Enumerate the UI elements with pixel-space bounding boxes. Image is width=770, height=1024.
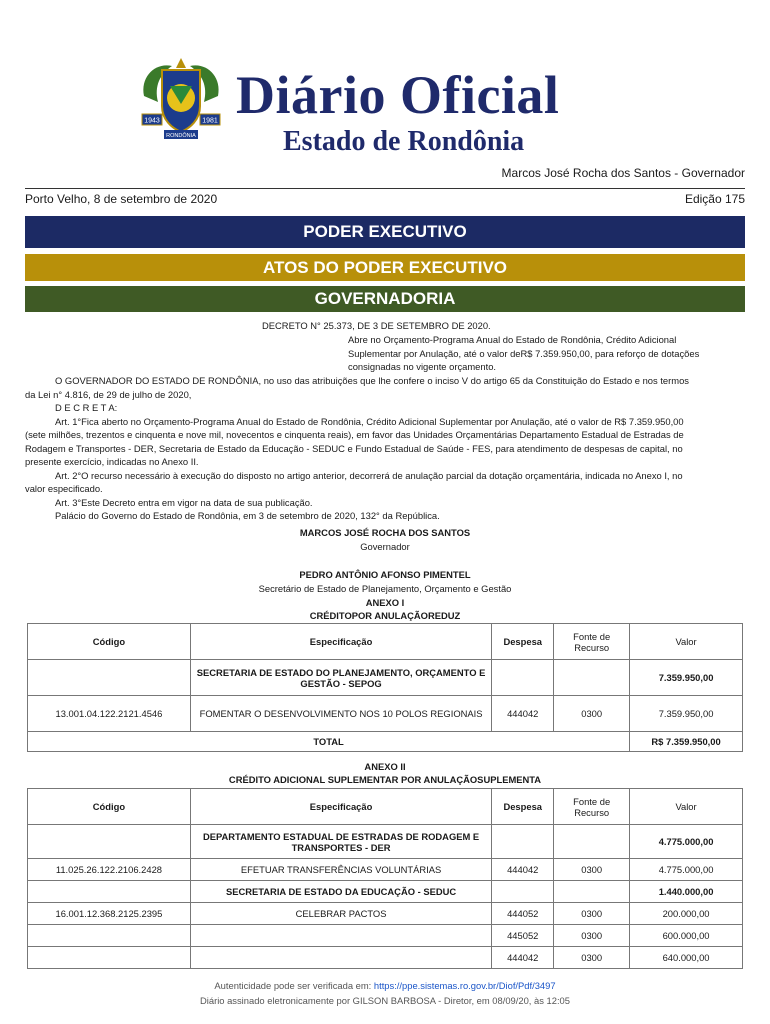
cell: 0300 [554, 859, 630, 881]
anexo1-subtitle: CRÉDITOPOR ANULAÇÃOREDUZ [309, 610, 461, 621]
anexo2-table [27, 788, 743, 969]
cell: 1.440.000,00 [630, 881, 743, 903]
cell: 4.775.000,00 [630, 859, 743, 881]
cell [492, 660, 554, 696]
anexo2-title: ANEXO II [364, 761, 406, 772]
masthead [0, 48, 770, 168]
cell: 444042 [492, 859, 554, 881]
table-row [28, 859, 743, 881]
crest-year-right: 1981 [202, 117, 218, 125]
section-band-governadoria: GOVERNADORIA [25, 286, 745, 312]
cell [28, 881, 191, 903]
decree-title: DECRETO N° 25.373, DE 3 DE SETEMBRO DE 2020. [262, 320, 491, 331]
art2-line: valor especificado. [25, 483, 103, 494]
art1-line: presente exercício, indicadas no Anexo II. [25, 456, 199, 467]
table-header-row [28, 789, 743, 825]
anexo1-title: ANEXO I [365, 597, 405, 608]
col-header: Código [28, 789, 191, 825]
table-row [28, 660, 743, 696]
col-header: Valor [630, 624, 743, 660]
art1-line: Art. 1°Fica aberto no Orçamento-Programa Anual do Estado de Rondônia, Crédito Adicional Suplementar por Anulação, até o valor de R$ 7.359.950,00 [55, 415, 684, 427]
table-row [28, 825, 743, 859]
col-header: Fonte de Recurso [554, 624, 630, 660]
authenticity-link[interactable]: https://ppe.sistemas.ro.gov.br/Diof/Pdf/3497 [373, 980, 556, 991]
table-row [28, 925, 743, 947]
col-header: Especificação [190, 624, 491, 660]
cell: SECRETARIA DE ESTADO DA EDUCAÇÃO - SEDUC [190, 881, 491, 903]
cell: 200.000,00 [630, 903, 743, 925]
footer-authenticity [0, 980, 770, 991]
col-header: Especificação [190, 789, 491, 825]
cell [190, 925, 491, 947]
edition-number: Edição 175 [684, 192, 745, 206]
signature-secretary-name: PEDRO ANTÔNIO AFONSO PIMENTEL [299, 569, 471, 580]
preamble-line: da Lei n° 4.816, de 29 de julho de 2020, [25, 388, 192, 400]
governor-line: Marcos José Rocha dos Santos - Governador [501, 166, 745, 180]
signature-governor-role: Governador [360, 541, 410, 552]
cell: 445052 [492, 925, 554, 947]
table-row [28, 881, 743, 903]
col-header: Valor [630, 789, 743, 825]
cell: 600.000,00 [630, 925, 743, 947]
table-row [28, 903, 743, 925]
journal-subtitle: Estado de Rondônia [283, 126, 525, 157]
decreta: D E C R E T A: [55, 402, 118, 413]
cell: 11.025.26.122.2106.2428 [28, 859, 191, 881]
cell [28, 925, 191, 947]
section-band-poder-executivo: PODER EXECUTIVO [25, 216, 745, 248]
palace-line: Palácio do Governo do Estado de Rondônia, em 3 de setembro de 2020, 132° da República. [55, 510, 440, 521]
dateline [25, 188, 745, 207]
total-value: R$ 7.359.950,00 [630, 732, 743, 752]
summary-line: Abre no Orçamento-Programa Anual do Estado de Rondônia, Crédito Adicional [348, 334, 677, 345]
cell: 7.359.950,00 [630, 696, 743, 732]
cell [190, 947, 491, 969]
cell: DEPARTAMENTO ESTADUAL DE ESTRADAS DE RODAGEM E TRANSPORTES - DER [190, 825, 491, 859]
decree-summary [348, 333, 748, 374]
state-crest-icon [136, 56, 226, 146]
cell: 640.000,00 [630, 947, 743, 969]
cell [28, 947, 191, 969]
cell [554, 881, 630, 903]
art1-line: (sete milhões, trezentos e cinquenta e nove mil, novecentos e cinquenta reais), em favor das Unidades Orçamentárias Departamento Estadual de Estradas de [25, 429, 684, 440]
anexo2-subtitle: CRÉDITO ADICIONAL SUPLEMENTAR POR ANULAÇÃOSUPLEMENTA [228, 774, 542, 785]
col-header: Código [28, 624, 191, 660]
cell: 13.001.04.122.2121.4546 [28, 696, 191, 732]
signature-governor-name: MARCOS JOSÉ ROCHA DOS SANTOS [299, 527, 471, 538]
preamble-line: O GOVERNADOR DO ESTADO DE RONDÔNIA, no uso das atribuições que lhe confere o inciso V do artigo 65 da Constituição do Estado e nos termos [55, 375, 689, 386]
table-row [28, 696, 743, 732]
art3-line: Art. 3°Este Decreto entra em vigor na data de sua publicação. [55, 496, 313, 508]
summary-line: consignadas no vigente orçamento. [348, 361, 497, 372]
cell [554, 825, 630, 859]
total-label: TOTAL [28, 732, 630, 752]
art1-line: Rodagem e Transportes - DER, Secretaria de Estado da Educação - SEDUC e Fundo Estadual de Saúde - FES, para atendimento de despesas de capital, no [25, 442, 683, 454]
journal-title: Diário Oficial [236, 65, 560, 125]
cell: 16.001.12.368.2125.2395 [28, 903, 191, 925]
cell [492, 825, 554, 859]
cell: 0300 [554, 925, 630, 947]
cell: EFETUAR TRANSFERÊNCIAS VOLUNTÁRIAS [190, 859, 491, 881]
table-row [28, 947, 743, 969]
footer-signed: Diário assinado eletronicamente por GILSON BARBOSA - Diretor, em 08/09/20, às 12:05 [200, 995, 570, 1006]
auth-prefix: Autenticidade pode ser verificada em: [214, 980, 374, 991]
table-header-row [28, 624, 743, 660]
signature-secretary-role: Secretário de Estado de Planejamento, Orçamento e Gestão [258, 583, 512, 594]
cell [492, 881, 554, 903]
cell [554, 660, 630, 696]
cell: FOMENTAR O DESENVOLVIMENTO NOS 10 POLOS REGIONAIS [190, 696, 491, 732]
col-header: Despesa [492, 624, 554, 660]
cell: 444052 [492, 903, 554, 925]
anexo1-table [27, 623, 743, 752]
col-header: Fonte de Recurso [554, 789, 630, 825]
table-total-row [28, 732, 743, 752]
col-header: Despesa [492, 789, 554, 825]
art2-line: Art. 2°O recurso necessário à execução do disposto no artigo anterior, decorrerá de anulação parcial da dotação orçamentária, indicada no Anexo I, no [55, 469, 683, 481]
cell: SECRETARIA DE ESTADO DO PLANEJAMENTO, ORÇAMENTO E GESTÃO - SEPOG [190, 660, 491, 696]
decree-preamble [25, 374, 755, 523]
section-band-atos: ATOS DO PODER EXECUTIVO [25, 254, 745, 281]
cell: CELEBRAR PACTOS [190, 903, 491, 925]
summary-line: Suplementar por Anulação, até o valor deR$ 7.359.950,00, para reforço de dotações [348, 347, 700, 359]
place-date: Porto Velho, 8 de setembro de 2020 [25, 192, 218, 206]
cell: 0300 [554, 947, 630, 969]
cell: 444042 [492, 696, 554, 732]
crest-year-left: 1943 [144, 117, 160, 125]
cell: 0300 [554, 696, 630, 732]
cell: 7.359.950,00 [630, 660, 743, 696]
cell: 4.775.000,00 [630, 825, 743, 859]
cell: 444042 [492, 947, 554, 969]
cell: 0300 [554, 903, 630, 925]
cell [28, 825, 191, 859]
cell [28, 660, 191, 696]
crest-label: RONDÔNIA [166, 133, 196, 139]
